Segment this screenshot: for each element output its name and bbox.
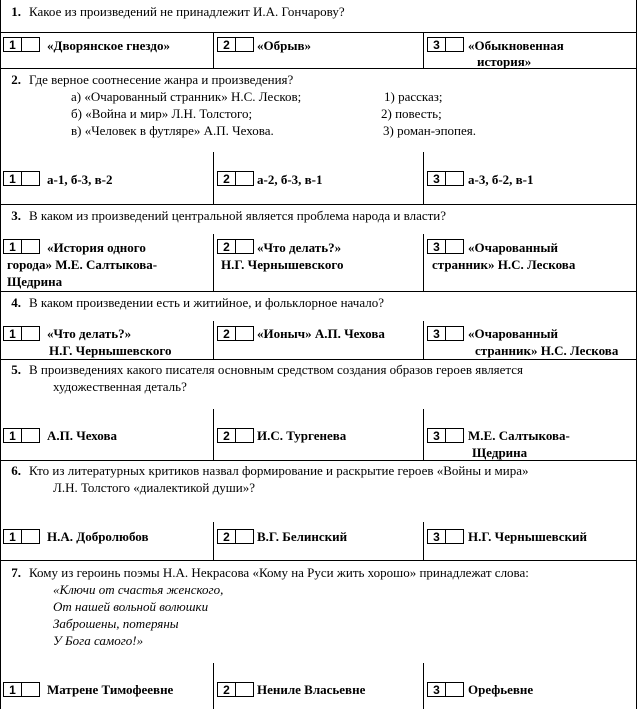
answer-checkbox[interactable]: 3: [427, 428, 464, 443]
answer-option-1[interactable]: [1, 234, 213, 291]
question-text-line-2: художественная деталь?: [53, 379, 187, 394]
answer-checkbox[interactable]: 3: [427, 37, 464, 52]
question-3: [1, 204, 636, 234]
answer-checkbox[interactable]: 1: [3, 682, 40, 697]
quote-line: От нашей вольной волюшки: [53, 599, 209, 614]
answers-5: [1, 409, 636, 460]
question-5: [1, 359, 636, 409]
answer-checkbox[interactable]: 2: [217, 529, 254, 544]
quote-line: «Ключи от счастья женского,: [53, 582, 224, 597]
question-text: Где верное соотнесение жанра и произведения?: [29, 72, 294, 87]
answer-option-3[interactable]: [423, 234, 638, 291]
answer-option-3[interactable]: [423, 321, 638, 359]
question-number: 5.: [11, 362, 21, 377]
answer-text: Матрене Тимофеевне: [47, 682, 174, 697]
answer-text-line-2: Н.Г. Чернышевского: [221, 257, 344, 272]
answer-text: «Обыкновенная: [468, 38, 564, 53]
answer-checkbox[interactable]: 2: [217, 682, 254, 697]
answer-text: М.Е. Салтыкова-: [468, 428, 570, 443]
answer-text: Н.Г. Чернышевский: [468, 529, 588, 544]
answer-text: И.С. Тургенева: [257, 428, 347, 443]
answer-option-1[interactable]: [1, 152, 213, 204]
match-item-right: 1) рассказ;: [384, 89, 443, 104]
answer-text: «Обрыв»: [257, 38, 312, 53]
quote-line: Заброшены, потеряны: [53, 616, 179, 631]
answer-text: Н.А. Добролюбов: [47, 529, 149, 544]
answer-checkbox[interactable]: 3: [427, 171, 464, 186]
answer-text: «Что делать?»: [257, 240, 342, 255]
answer-option-3[interactable]: [423, 152, 638, 204]
question-7: [1, 560, 636, 663]
question-number: 2.: [11, 72, 21, 87]
answer-option-1[interactable]: [1, 522, 213, 560]
match-item-right: 3) роман-эпопея.: [383, 123, 477, 138]
answer-option-2[interactable]: [213, 321, 423, 359]
answer-option-2[interactable]: [213, 234, 423, 291]
question-number: 4.: [11, 295, 21, 310]
answer-checkbox[interactable]: 1: [3, 37, 40, 52]
question-number: 7.: [11, 565, 21, 580]
answer-checkbox[interactable]: 1: [3, 529, 40, 544]
answer-checkbox[interactable]: 2: [217, 171, 254, 186]
answers-4: [1, 321, 636, 359]
question-text: Какое из произведений не принадлежит И.А. Гончарову?: [29, 4, 345, 19]
answer-checkbox[interactable]: 2: [217, 428, 254, 443]
question-4: [1, 291, 636, 321]
question-text: В произведениях какого писателя основным средством создания образов героев является: [29, 362, 524, 377]
answer-option-1[interactable]: [1, 409, 213, 460]
match-item-left: б) «Война и мир» Л.Н. Толстого;: [71, 106, 253, 121]
answer-text: «Что делать?»: [47, 326, 132, 341]
question-number: 3.: [11, 208, 21, 223]
answer-option-3[interactable]: [423, 522, 638, 560]
answer-text: а-2, б-3, в-1: [257, 172, 323, 187]
answers-2: [1, 152, 636, 204]
answer-text: Нениле Власьевне: [257, 682, 366, 697]
answer-text-line-2: города» М.Е. Салтыкова-: [7, 257, 158, 272]
answer-checkbox[interactable]: 1: [3, 171, 40, 186]
answer-option-1[interactable]: [1, 33, 213, 68]
answer-text: Орефьевне: [468, 682, 534, 697]
answer-text-line-2: странник» Н.С. Лескова: [475, 343, 619, 358]
answers-6: [1, 522, 636, 560]
answer-text: «Ионыч» А.П. Чехова: [257, 326, 385, 341]
answer-option-1[interactable]: [1, 321, 213, 359]
answer-checkbox[interactable]: 2: [217, 37, 254, 52]
answer-checkbox[interactable]: 1: [3, 326, 40, 341]
answer-text: а-3, б-2, в-1: [468, 172, 534, 187]
answers-7: [1, 663, 636, 709]
answer-text: «Дворянское гнездо»: [47, 38, 170, 53]
answer-option-2[interactable]: [213, 663, 423, 709]
match-item-left: в) «Человек в футляре» А.П. Чехова.: [71, 123, 274, 138]
question-number: 6.: [11, 463, 21, 478]
answer-option-3[interactable]: [423, 409, 638, 460]
answer-option-2[interactable]: [213, 33, 423, 68]
answer-checkbox[interactable]: 1: [3, 239, 40, 254]
answer-option-2[interactable]: [213, 152, 423, 204]
question-1: [1, 0, 636, 32]
question-number: 1.: [11, 4, 21, 19]
answer-checkbox[interactable]: 3: [427, 682, 464, 697]
answer-option-2[interactable]: [213, 409, 423, 460]
answer-text-line-3: Щедрина: [7, 274, 63, 289]
answer-checkbox[interactable]: 3: [427, 326, 464, 341]
answer-text: «История одного: [47, 240, 146, 255]
answer-option-2[interactable]: [213, 522, 423, 560]
answer-text: а-1, б-3, в-2: [47, 172, 113, 187]
quote-line: У Бога самого!»: [53, 633, 144, 648]
answer-checkbox[interactable]: 3: [427, 239, 464, 254]
answer-text-line-2: история»: [477, 54, 532, 69]
question-text: Кому из героинь поэмы Н.А. Некрасова «Кому на Руси жить хорошо» принадлежат слова:: [29, 565, 529, 580]
answer-option-3[interactable]: [423, 663, 638, 709]
answer-text-line-2: странник» Н.С. Лескова: [432, 257, 576, 272]
answer-checkbox[interactable]: 1: [3, 428, 40, 443]
answer-text-line-2: Н.Г. Чернышевского: [49, 343, 172, 358]
answer-checkbox[interactable]: 2: [217, 239, 254, 254]
answer-checkbox[interactable]: 3: [427, 529, 464, 544]
question-text-line-2: Л.Н. Толстого «диалектикой души»?: [53, 480, 255, 495]
answer-option-1[interactable]: [1, 663, 213, 709]
answer-text: «Очарованный: [468, 240, 558, 255]
match-item-right: 2) повесть;: [381, 106, 442, 121]
answer-checkbox[interactable]: 2: [217, 326, 254, 341]
answers-3: [1, 234, 636, 291]
answer-text-line-2: Щедрина: [472, 445, 528, 460]
answers-1: [1, 32, 636, 68]
answer-text: «Очарованный: [468, 326, 558, 341]
answer-option-3[interactable]: [423, 33, 638, 68]
question-text: В каком произведении есть и житийное, и фольклорное начало?: [29, 295, 384, 310]
answer-text: В.Г. Белинский: [257, 529, 348, 544]
question-6: [1, 460, 636, 522]
question-text: В каком из произведений центральной является проблема народа и власти?: [29, 208, 447, 223]
match-item-left: а) «Очарованный странник» Н.С. Лесков;: [71, 89, 302, 104]
answer-text: А.П. Чехова: [47, 428, 118, 443]
question-text: Кто из литературных критиков назвал формирование и раскрытие героев «Войны и мира»: [29, 463, 529, 478]
